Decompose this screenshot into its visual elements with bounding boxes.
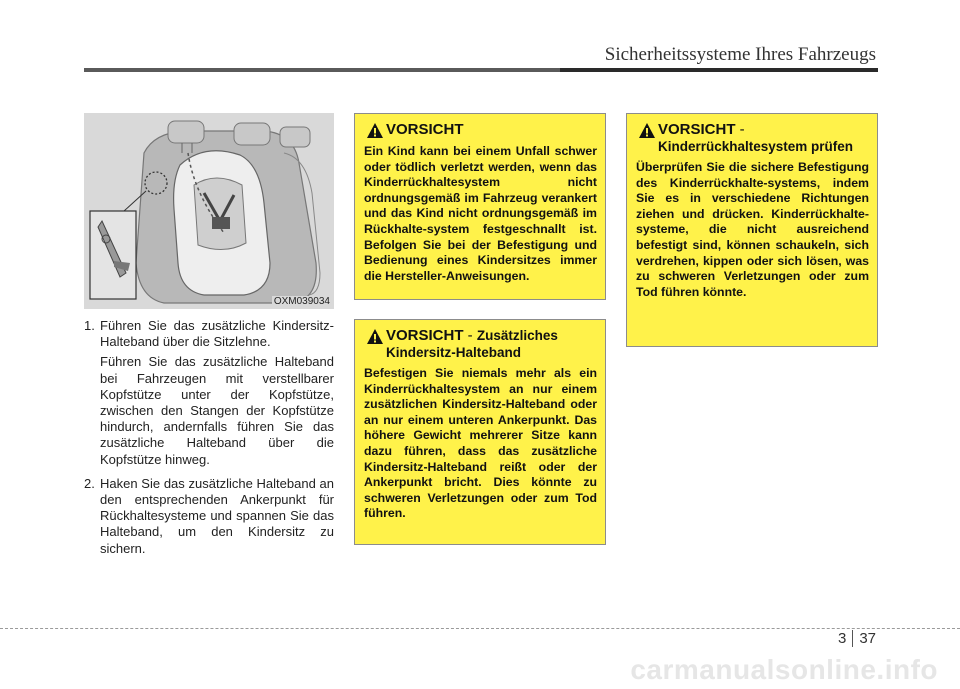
footer-rule [0, 628, 960, 629]
warning-text: Ein Kind kann bei einem Unfall schwer oder tödlich verletzt werden, wenn das Kinderrückhaltesystem nicht ordnungsgemäß im Fahrzeug verankert und das Kind nicht ordnungsgemäß im Rückhalte-system festgeschnallt ist. Befolgen Sie bei der Befestigung und Bedienung eines Kindersitzes immer die Hersteller-Anweisungen. [364, 144, 597, 283]
warning-triangle-icon [364, 122, 386, 139]
step-number: 1. [84, 318, 95, 333]
warning-subtitle: Zusätzliches Kindersitz-Halteband [386, 328, 558, 360]
step-number: 2. [84, 475, 95, 491]
page-number [838, 630, 876, 647]
header-accent-rule [560, 68, 878, 72]
warning-box-child-injury [354, 113, 606, 300]
warning-subtitle: Kinderrückhaltesystem prüfen [658, 139, 854, 154]
warning-triangle-icon [636, 122, 658, 139]
warning-heading [364, 121, 597, 139]
warning-heading [636, 121, 869, 155]
warning-box-check-restraint [626, 113, 878, 347]
step-paragraph: Haken Sie das zusätzliche Halteband an den entsprechenden Ankerpunkt für Rückhaltesysteme und spannen Sie das Halteband, um den Kindersitz zu sichern. [100, 475, 334, 556]
warning-title [386, 121, 464, 138]
warning-heading [364, 327, 597, 361]
instruction-steps [84, 318, 334, 565]
warning-title: VORSICHT - Kinderrückhaltesystem prüfen [658, 121, 854, 154]
step-paragraph: Führen Sie das zusätzliche Kindersitz-Halteband über die Sitzlehne. [100, 318, 334, 350]
seat-illustration-svg [84, 113, 334, 309]
warning-triangle-icon [364, 328, 386, 345]
step-body [100, 318, 334, 472]
page-header-title: Sicherheitssysteme Ihres Fahrzeugs [604, 44, 876, 65]
warning-text: Überprüfen Sie die sichere Befestigung des Kinderrückhalte-systems, indem Sie es in verschiedene Richtungen ziehen und drücken. Kinderrückhalte-systeme, die nicht ausreichend befestigt sind, können schaukeln, sich verdrehen, kippen oder sich lösen, was zu schweren Verletzungen oder zum Tod führen könnte. [636, 160, 869, 299]
figure-code-label: OXM039034 [273, 296, 330, 307]
chapter-number: 3 [838, 630, 853, 647]
warning-title: VORSICHT - Zusätzliches Kindersitz-Halteband [386, 327, 558, 360]
step-item [84, 318, 334, 472]
warning-text: Befestigen Sie niemals mehr als ein Kinderrückhaltesystem an nur einem zusätzlichen Kindersitz-Halteband oder an nur einem unteren Ankerpunkt. Das höhere Gewicht mehrerer Sitze kann dazu führen, dass das zusätzliche Kindersitz-Halteband reißt oder der Ankerpunkt bricht. Dies könnte zu schweren Verletzungen oder zum Tod führen. [364, 366, 597, 521]
warning-box-tether-strap [354, 319, 606, 545]
child-seat-tether-illustration [84, 113, 334, 309]
page-number-value: 37 [859, 630, 876, 647]
site-watermark: carmanualsonline.info [630, 654, 938, 685]
warning-title-main: VORSICHT [386, 121, 464, 138]
warning-title-main: VORSICHT [658, 121, 736, 138]
warning-title-main: VORSICHT [386, 327, 464, 344]
step-item [84, 476, 334, 561]
step-body [100, 476, 334, 561]
step-paragraph: Führen Sie das zusätzliche Halteband bei Fahrzeugen mit verstellbarer Kopfstütze unter der Kopfstütze, zwischen den Stangen der Kopfstütze hindurch, andernfalls führen Sie das zusätzliche Halteband über die Kopfstütze hinweg. [100, 354, 334, 467]
